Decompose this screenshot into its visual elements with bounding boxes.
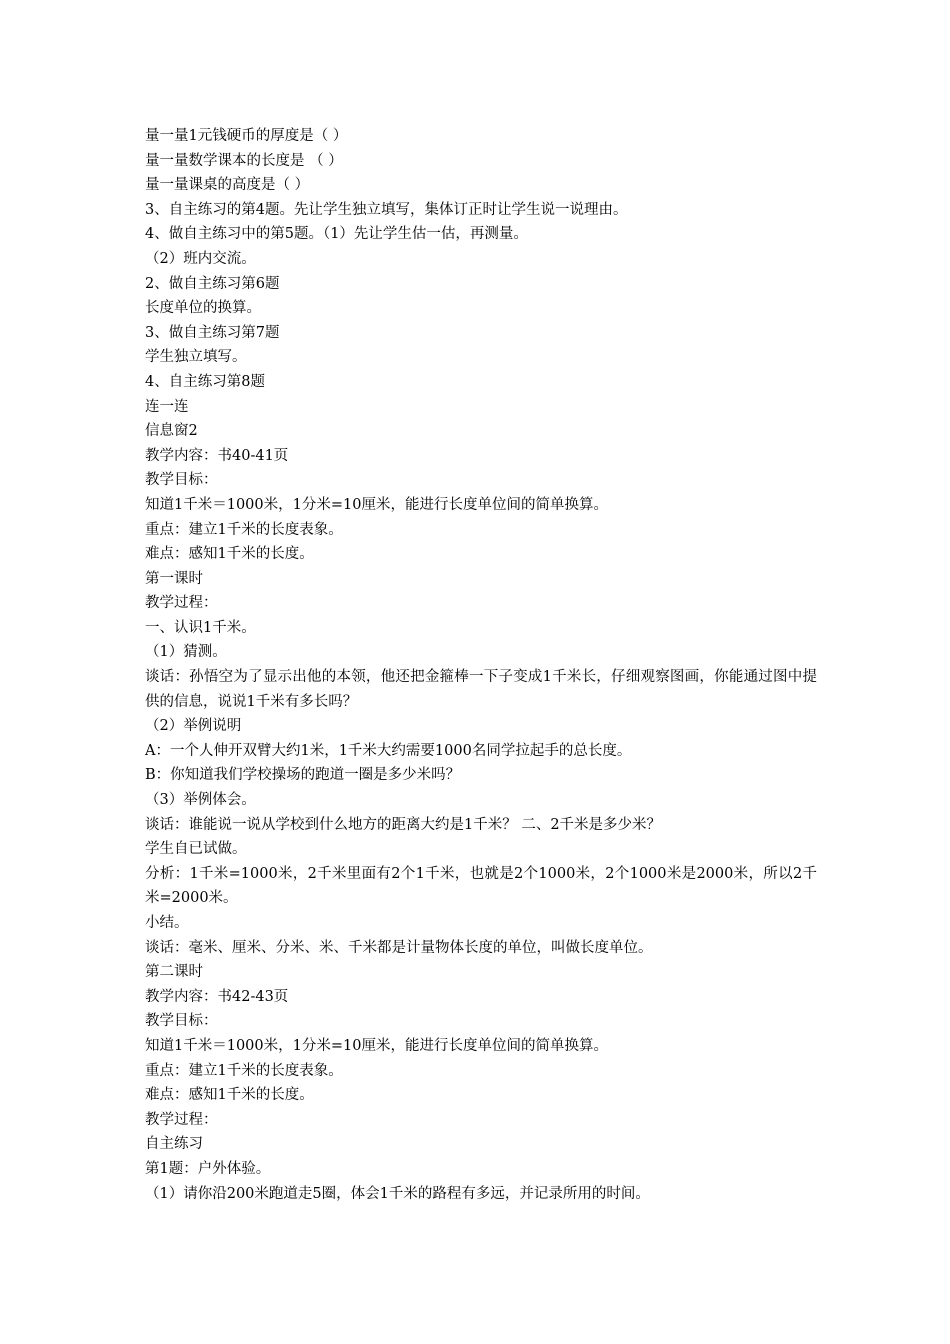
- text-line: 难点：感知1千米的长度。: [145, 546, 314, 563]
- text-line: 教学过程：: [145, 595, 218, 612]
- text-line: 教学过程：: [145, 1111, 218, 1128]
- text-line: 量一量课桌的高度是（ ）: [145, 177, 310, 194]
- section-heading: 信息窗2: [145, 423, 198, 440]
- text-line: 3、做自主练习第7题: [145, 324, 280, 341]
- text-line: 教学内容：书40-41页: [145, 447, 289, 464]
- text-line: 学生独立填写。: [145, 349, 247, 366]
- text-line: （1）猜测。: [145, 644, 227, 661]
- text-line: 知道1千米＝1000米，1分米=10厘米，能进行长度单位间的简单换算。: [145, 1037, 608, 1054]
- text-line: 2、做自主练习第6题: [145, 275, 280, 292]
- text-line: 第1题：户外体验。: [145, 1160, 271, 1177]
- text-line: 学生自已试做。: [145, 841, 247, 858]
- text-line: 连一连: [145, 398, 189, 415]
- text-line: 教学目标：: [145, 472, 218, 489]
- document-body: [145, 124, 817, 1206]
- text-line: 小结。: [145, 915, 189, 931]
- text-line: 教学内容：书42-43页: [145, 988, 289, 1005]
- text-line: 谈话：毫米、厘米、分米、米、千米都是计量物体长度的单位，叫做长度单位。: [145, 939, 653, 956]
- text-line: （3）举例体会。: [145, 792, 256, 809]
- text-line: 自主练习: [145, 1136, 203, 1153]
- text-line: 一、认识1千米。: [145, 619, 256, 636]
- text-line: A：一个人伸开双臂大约1米，1千米大约需要1000名同学拉起手的总长度。: [145, 742, 632, 759]
- text-line: （2）班内交流。: [145, 250, 256, 267]
- text-line: 难点：感知1千米的长度。: [145, 1087, 314, 1104]
- text-line: 量一量数学课本的长度是 （ ）: [145, 152, 343, 169]
- section-heading: 第一课时: [145, 570, 203, 587]
- section-heading: 第二课时: [145, 964, 203, 981]
- text-line: 量一量1元钱硬币的厚度是（ ）: [145, 128, 348, 144]
- text-line: 重点：建立1千米的长度表象。: [145, 521, 343, 538]
- text-line: （2）举例说明: [145, 718, 242, 735]
- text-line: 重点：建立1千米的长度表象。: [145, 1062, 343, 1079]
- text-line: B：你知道我们学校操场的跑道一圈是多少米吗？: [145, 767, 461, 784]
- text-line: 谈话：谁能说一说从学校到什么地方的距离大约是1千米？ 二、2千米是多少米？: [145, 816, 662, 833]
- text-line: 教学目标：: [145, 1013, 218, 1030]
- text-paragraph: 分析：1千米=1000米，2千米里面有2个1千米，也就是2个1000米，2个1000米是2000米，所以2千米=2000米。: [145, 865, 817, 907]
- text-paragraph: 谈话：孙悟空为了显示出他的本领，他还把金箍棒一下子变成1千米长，仔细观察图画，你能通过图中提供的信息，说说1千米有多长吗？: [145, 669, 817, 710]
- text-line: 4、做自主练习中的第5题。（1）先让学生估一估，再测量。: [145, 226, 528, 243]
- text-line: （1）请你沿200米跑道走5圈，体会1千米的路程有多远，并记录所用的时间。: [145, 1185, 650, 1202]
- text-line: 3、自主练习的第4题。先让学生独立填写，集体订正时让学生说一说理由。: [145, 201, 628, 218]
- text-line: 4、自主练习第8题: [145, 373, 265, 390]
- text-line: 知道1千米＝1000米，1分米=10厘米，能进行长度单位间的简单换算。: [145, 496, 608, 513]
- text-line: 长度单位的换算。: [145, 300, 261, 317]
